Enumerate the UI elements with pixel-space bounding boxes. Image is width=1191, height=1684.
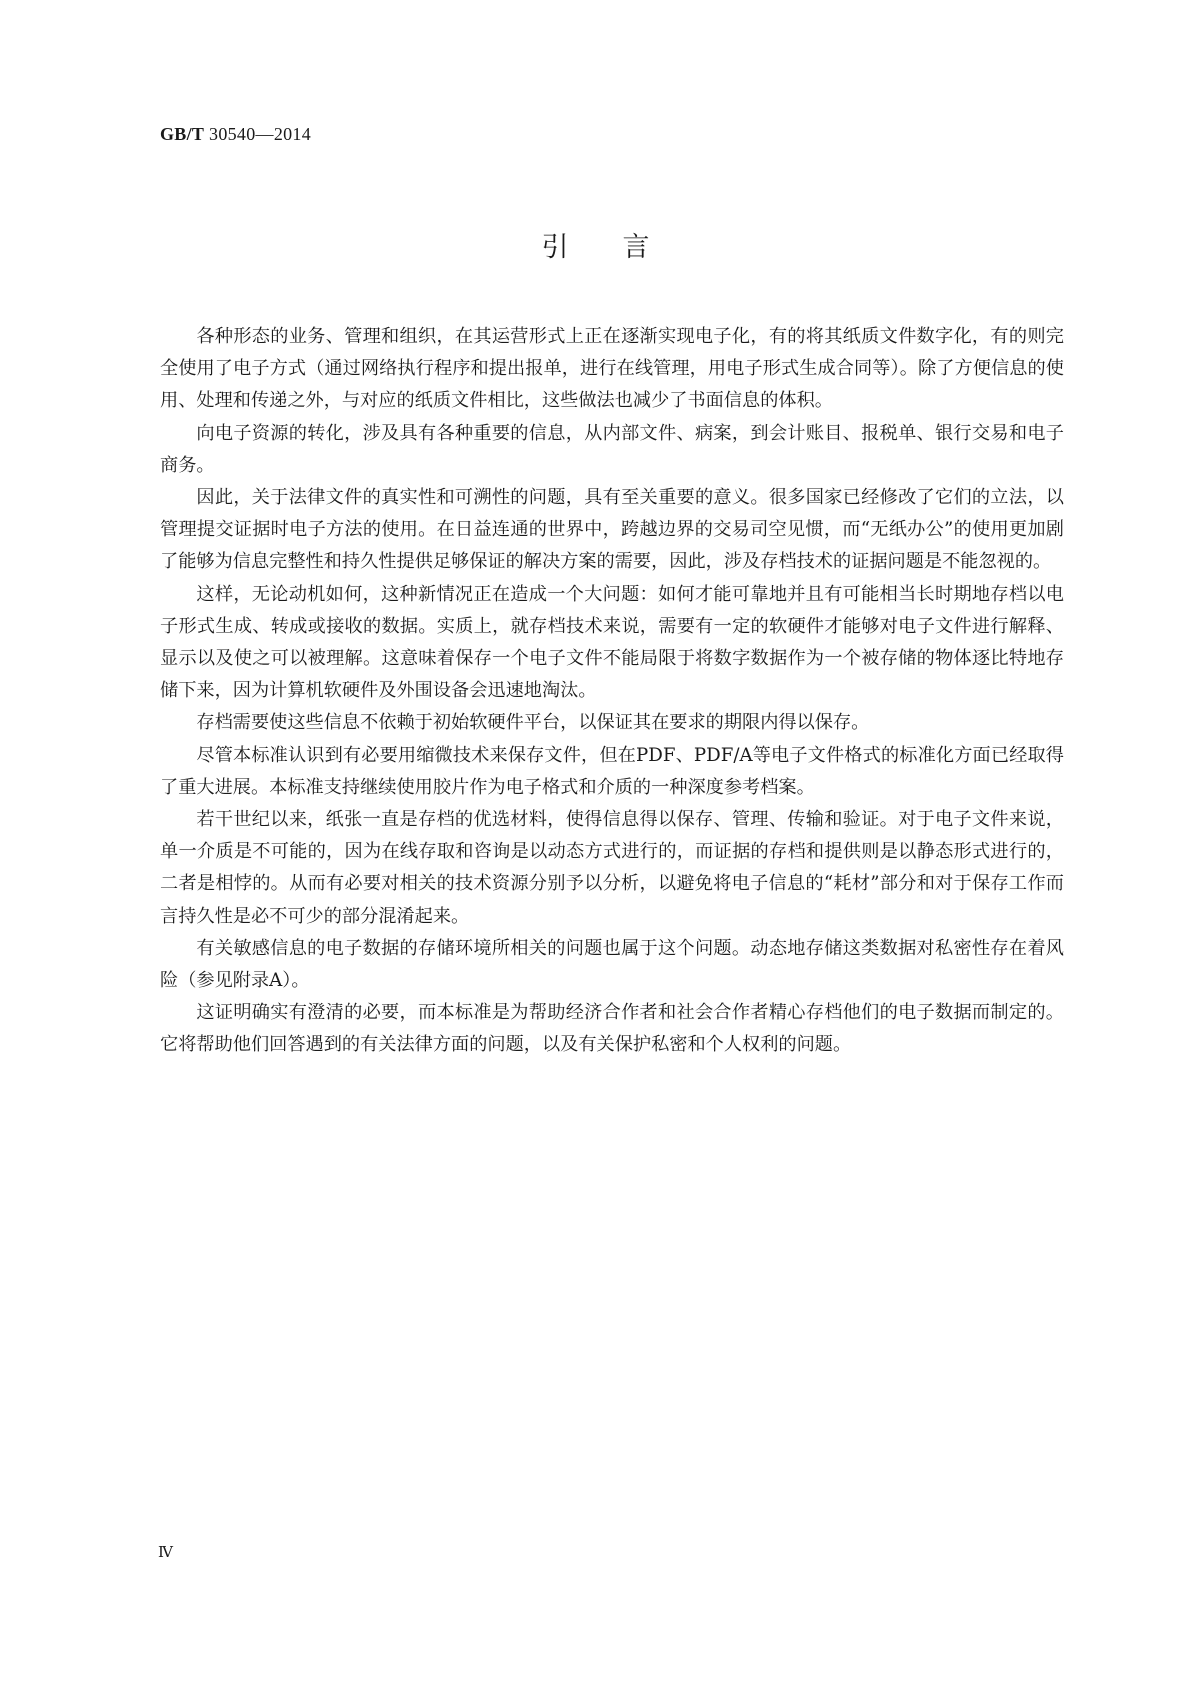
paragraph: 存档需要使这些信息不依赖于初始软硬件平台，以保证其在要求的期限内得以保存。: [196, 712, 870, 734]
paragraph: 这证明确实有澄清的必要，而本标准是为帮助经济合作者和社会合作者精心存档他们的电子数据而制定的。它将帮助他们回答遇到的有关法律方面的问题，以及有关保护私密和个人权利的问题。: [160, 1002, 1064, 1056]
page-title: 引言: [541, 232, 704, 263]
standard-series: GB/T: [160, 124, 205, 144]
introduction-body: [160, 321, 1064, 1062]
paragraph: 尽管本标准认识到有必要用缩微技术来保存文件，但在PDF、PDF/A等电子文件格式的标准化方面已经取得了重大进展。本标准支持继续使用胶片作为电子格式和介质的一种深度参考档案。: [160, 744, 1064, 798]
standard-number: 30540—2014: [209, 124, 312, 144]
paragraph: 有关敏感信息的电子数据的存储环境所相关的问题也属于这个问题。动态地存储这类数据对私密性存在着风险（参见附录A）。: [160, 937, 1064, 992]
page-number: Ⅳ: [158, 1545, 173, 1561]
paragraph: 各种形态的业务、管理和组织，在其运营形式上正在逐渐实现电子化，有的将其纸质文件数字化，有的则完全使用了电子方式（通过网络执行程序和提出报单，进行在线管理，用电子形式生成合同等）。除了方便信息的使用、处理和传递之外，与对应的纸质文件相比，这些做法也减少了书面信息的体积。: [160, 326, 1064, 412]
document-number: [160, 124, 311, 145]
paragraph: 向电子资源的转化，涉及具有各种重要的信息，从内部文件、病案，到会计账目、报税单、银行交易和电子商务。: [160, 422, 1064, 476]
paragraph: 若干世纪以来，纸张一直是存档的优选材料，使得信息得以保存、管理、传输和验证。对于电子文件来说，单一介质是不可能的，因为在线存取和咨询是以动态方式进行的，而证据的存档和提供则是以静态形式进行的，二者是相悖的。从而有必要对相关的技术资源分别予以分析，以避免将电子信息的“耗材”部分和对于保存工作而言持久性是必不可少的部分混淆起来。: [160, 809, 1064, 927]
paragraph: 这样，无论动机如何，这种新情况正在造成一个大问题：如何才能可靠地并且有可能相当长时期地存档以电子形式生成、转成或接收的数据。实质上，就存档技术来说，需要有一定的软硬件才能够对电子文件进行解释、显示以及使之可以被理解。这意味着保存一个电子文件不能局限于将数字数据作为一个被存储的物体逐比特地存储下来，因为计算机软硬件及外围设备会迅速地淘汰。: [160, 583, 1064, 702]
paragraph: 因此，关于法律文件的真实性和可溯性的问题，具有至关重要的意义。很多国家已经修改了它们的立法，以管理提交证据时电子方法的使用。在日益连通的世界中，跨越边界的交易司空见惯，而“无纸办公”的使用更加剧了能够为信息完整性和持久性提供足够保证的解决方案的需要，因此，涉及存档技术的证据问题是不能忽视的。: [160, 487, 1064, 573]
